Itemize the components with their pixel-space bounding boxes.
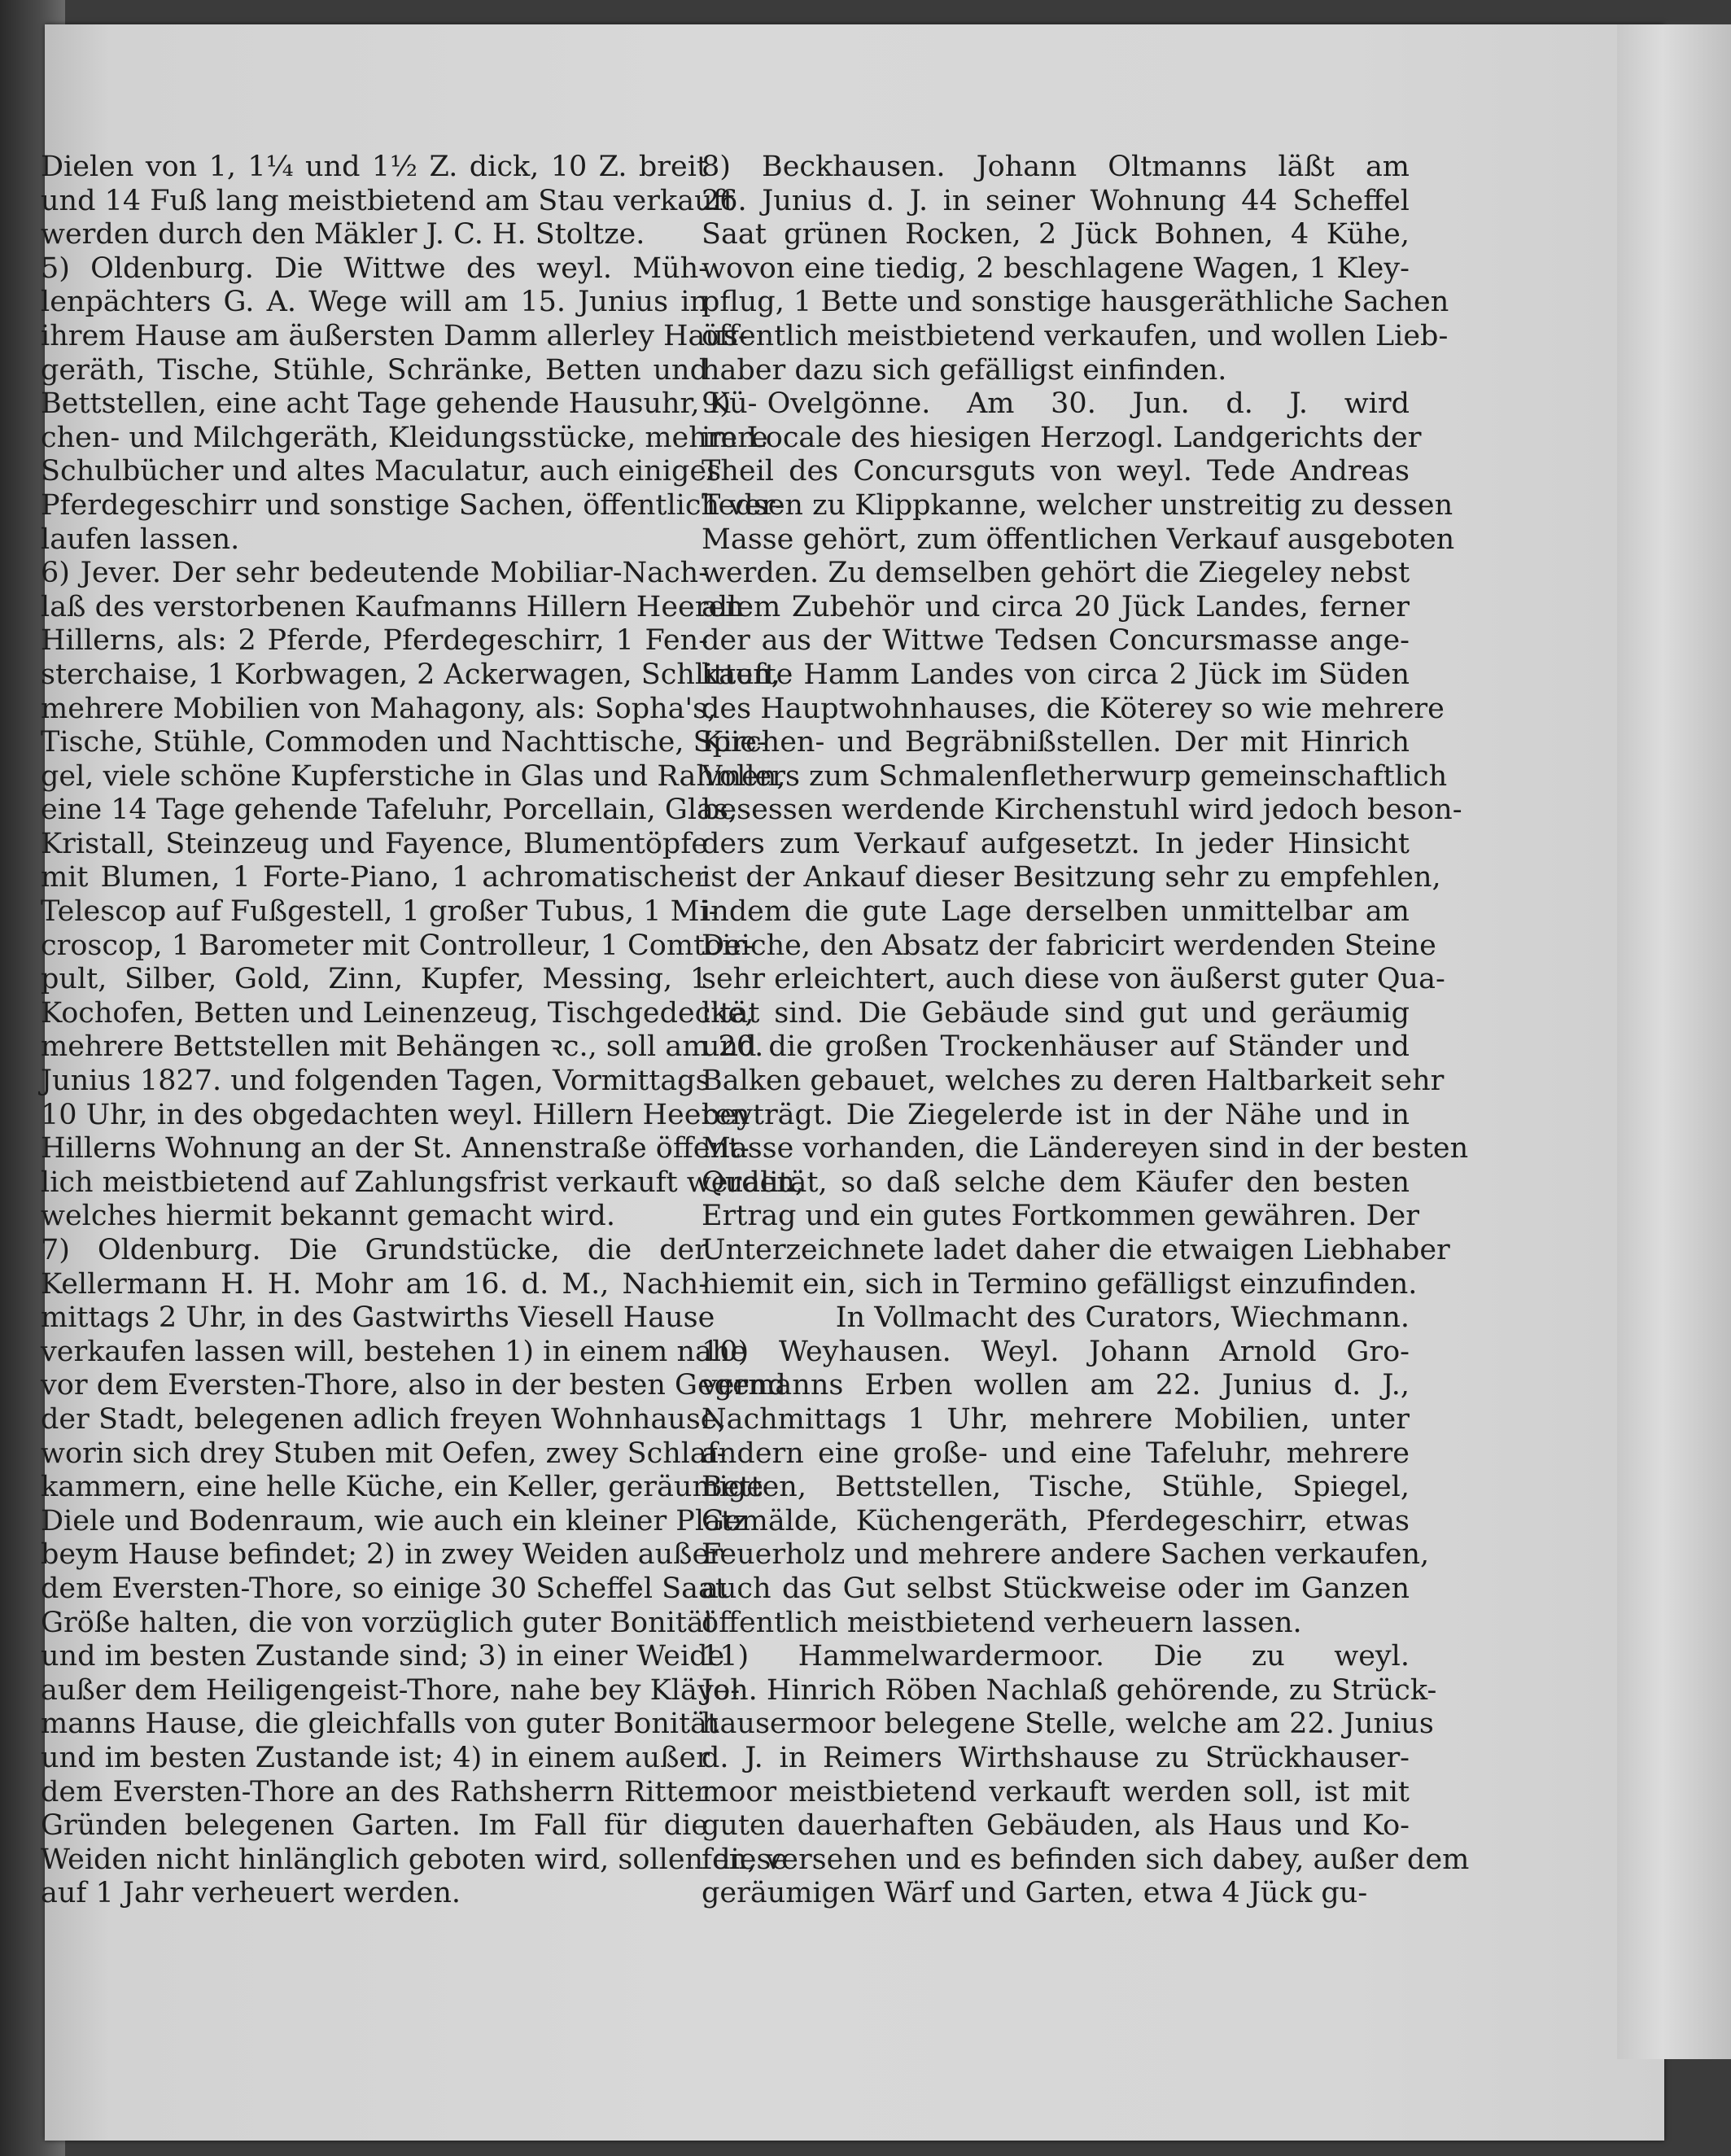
text-line: und 14 Fuß lang meistbietend am Stau verkauft bbox=[41, 184, 735, 217]
text-line: mit Blumen, 1 Forte-Piano, 1 achromatischer bbox=[41, 861, 708, 894]
text-line: andern eine große- und eine Tafeluhr, mehrere bbox=[702, 1437, 1410, 1470]
text-line: auf 1 Jahr verheuert werden. bbox=[41, 1877, 461, 1910]
text-line: croscop, 1 Barometer mit Controlleur, 1 Comtoir- bbox=[41, 929, 754, 962]
text-line: Diele und Bodenraum, wie auch ein kleiner Platz bbox=[41, 1504, 748, 1537]
text-line: chen- und Milchgeräth, Kleidungsstücke, mehrere bbox=[41, 421, 768, 454]
text-line: Dielen von 1, 1¼ und 1½ Z. dick, 10 Z. breit bbox=[41, 151, 708, 183]
text-line: sehr erleichtert, auch diese von äußerst guter Qua- bbox=[702, 963, 1445, 996]
text-line: Pferdegeschirr und sonstige Sachen, öffentlich ver- bbox=[41, 488, 785, 522]
text-line: vermanns Erben wollen am 22. Junius d. J., bbox=[702, 1369, 1410, 1402]
text-line: wovon eine tiedig, 2 beschlagene Wagen, 1 Kley- bbox=[702, 251, 1410, 285]
signature-line: In Vollmacht des Curators, Wiechmann. bbox=[835, 1301, 1410, 1335]
text-line: laß des verstorbenen Kaufmanns Hillern Heeren bbox=[41, 590, 744, 623]
text-line: ders zum Verkauf aufgesetzt. In jeder Hinsicht bbox=[702, 827, 1410, 860]
text-line: Gründen belegenen Garten. Im Fall für die bbox=[41, 1809, 708, 1843]
text-line: hausermoor belegene Stelle, welche am 22. Junius bbox=[702, 1708, 1434, 1741]
text-line: kaufte Hamm Landes von circa 2 Jück im Süden bbox=[702, 658, 1410, 691]
text-line: fen, versehen und es befinden sich dabey, außer dem bbox=[702, 1843, 1470, 1876]
text-line: geräumigen Wärf und Garten, etwa 4 Jück gu- bbox=[702, 1877, 1368, 1910]
text-line: sterchaise, 1 Korbwagen, 2 Ackerwagen, Schlitten, bbox=[41, 658, 780, 691]
text-line: indem die gute Lage derselben unmittelbar am bbox=[702, 895, 1410, 929]
text-line: welches hiermit bekannt gemacht wird. bbox=[41, 1200, 615, 1233]
text-line: werden. Zu demselben gehört die Ziegeley nebst bbox=[702, 557, 1410, 590]
text-line: und im besten Zustande sind; 3) in einer Weide bbox=[41, 1640, 725, 1673]
text-line: guten dauerhaften Gebäuden, als Haus und Ko- bbox=[702, 1809, 1410, 1843]
paragraph bbox=[702, 151, 1449, 387]
text-line: besessen werdende Kirchenstuhl wird jedoch beson- bbox=[702, 794, 1462, 827]
text-line: ist der Ankauf dieser Besitzung sehr zu empfehlen, bbox=[702, 861, 1441, 894]
text-line: 5) Oldenburg. Die Wittwe des weyl. Müh- bbox=[41, 251, 708, 285]
text-line: 6) Jever. Der sehr bedeutende Mobiliar-Nach- bbox=[41, 557, 708, 590]
text-line: Masse vorhanden, die Ländereyen sind in der besten bbox=[702, 1132, 1469, 1165]
text-line: der aus der Wittwe Tedsen Concursmasse ange- bbox=[702, 624, 1410, 658]
text-line: Schulbücher und altes Maculatur, auch einiges bbox=[41, 455, 722, 488]
text-line: lität sind. Die Gebäude sind gut und geräumig bbox=[702, 996, 1410, 1030]
paragraph bbox=[702, 1301, 1410, 1336]
text-line: 10 Uhr, in des obgedachten weyl. Hillern Heeren bbox=[41, 1098, 750, 1131]
paragraph bbox=[41, 151, 735, 252]
text-line: Tische, Stühle, Commoden und Nachttische, Spie- bbox=[41, 726, 767, 759]
text-line: pult, Silber, Gold, Zinn, Kupfer, Messing, 1 bbox=[41, 963, 708, 996]
text-line: des Hauptwohnhauses, die Köterey so wie mehrere bbox=[702, 692, 1445, 725]
text-line: und die großen Trockenhäuser auf Ständer und bbox=[702, 1030, 1410, 1064]
text-line: verkaufen lassen will, bestehen 1) in einem nahe bbox=[41, 1335, 748, 1368]
text-line: beyträgt. Die Ziegelerde ist in der Nähe und in bbox=[702, 1098, 1410, 1131]
paragraph bbox=[41, 557, 804, 1234]
text-line: mehrere Bettstellen mit Behängen ꝛc., soll am 20. bbox=[41, 1030, 764, 1064]
text-line: 8) Beckhausen. Johann Oltmanns läßt am bbox=[702, 151, 1410, 183]
text-line: Nachmittags 1 Uhr, mehrere Mobilien, unter bbox=[702, 1402, 1410, 1436]
text-line: Saat grünen Rocken, 2 Jück Bohnen, 4 Kühe, bbox=[702, 218, 1410, 251]
text-line: lenpächters G. A. Wege will am 15. Junius in bbox=[41, 286, 708, 319]
text-line: im Locale des hiesigen Herzogl. Landgerichts der bbox=[702, 421, 1422, 454]
text-line: öffentlich meistbietend verheuern lassen. bbox=[702, 1606, 1302, 1639]
text-line: 11) Hammelwardermoor. Die zu weyl. bbox=[702, 1640, 1410, 1673]
text-line: eine 14 Tage gehende Tafeluhr, Porcellain, Glas, bbox=[41, 794, 738, 827]
paragraph bbox=[702, 387, 1469, 1301]
text-line: lich meistbietend auf Zahlungsfrist verkauft werden, bbox=[41, 1165, 804, 1199]
text-line: Qualität, so daß selche dem Käufer den besten bbox=[702, 1165, 1410, 1199]
text-line: Größe halten, die von vorzüglich guter Bonität bbox=[41, 1606, 715, 1639]
right-column bbox=[702, 151, 1470, 1911]
text-line: manns Hause, die gleichfalls von guter Bonität bbox=[41, 1708, 719, 1741]
text-line: Betten, Bettstellen, Tische, Stühle, Spiegel, bbox=[702, 1471, 1410, 1504]
paragraph bbox=[702, 1335, 1430, 1640]
text-line: 26. Junius d. J. in seiner Wohnung 44 Scheffel bbox=[702, 184, 1410, 217]
text-line: Theil des Concursguts von weyl. Tede Andreas bbox=[702, 455, 1410, 488]
text-line: öffentlich meistbietend verkaufen, und wollen Lieb- bbox=[702, 319, 1449, 352]
text-line: auch das Gut selbst Stückweise oder im Ganzen bbox=[702, 1572, 1410, 1605]
text-line: mittags 2 Uhr, in des Gastwirths Viesell Hause bbox=[41, 1301, 715, 1335]
text-line: werden durch den Mäkler J. C. H. Stoltze. bbox=[41, 218, 645, 251]
text-line: vor dem Eversten-Thore, also in der besten Gegend bbox=[41, 1369, 786, 1402]
text-line: 9) Ovelgönne. Am 30. Jun. d. J. wird bbox=[702, 387, 1410, 421]
text-line: 7) Oldenburg. Die Grundstücke, die der bbox=[41, 1234, 708, 1266]
text-line: Kirchen- und Begräbnißstellen. Der mit Hinrich bbox=[702, 726, 1410, 759]
text-line: pflug, 1 Bette und sonstige hausgeräthliche Sachen bbox=[702, 286, 1449, 319]
text-line: Telescop auf Fußgestell, 1 großer Tubus, 1 Mi- bbox=[41, 895, 719, 929]
text-line: Bettstellen, eine acht Tage gehende Hausuhr, Kü- bbox=[41, 387, 758, 421]
text-line: Kellermann H. H. Mohr am 16. d. M., Nach- bbox=[41, 1267, 708, 1301]
text-line: Joh. Hinrich Röben Nachlaß gehörende, zu Strück- bbox=[702, 1673, 1437, 1707]
paragraph bbox=[41, 251, 785, 557]
text-line: Tedsen zu Klippkanne, welcher unstreitig zu dessen bbox=[702, 488, 1453, 522]
text-line: laufen lassen. bbox=[41, 523, 240, 556]
text-line: Gemälde, Küchengeräth, Pferdegeschirr, etwas bbox=[702, 1504, 1410, 1537]
text-line: Hillerns, als: 2 Pferde, Pferdegeschirr, 1 Fen- bbox=[41, 624, 708, 658]
text-line: Ertrag und ein gutes Fortkommen gewähren. Der bbox=[702, 1200, 1419, 1233]
text-line: gel, viele schöne Kupferstiche in Glas und Rahmen, bbox=[41, 759, 786, 793]
text-line: Feuerholz und mehrere andere Sachen verkaufen, bbox=[702, 1538, 1430, 1572]
text-line: dem Eversten-Thore, so einige 30 Scheffel Saat bbox=[41, 1572, 727, 1605]
text-line: Vollers zum Schmalenfletherwurp gemeinschaftlich bbox=[702, 759, 1448, 793]
text-line: außer dem Heiligengeist-Thore, nahe bey Kläve- bbox=[41, 1673, 741, 1707]
paragraph bbox=[41, 1234, 789, 1911]
text-line: 10) Weyhausen. Weyl. Johann Arnold Gro- bbox=[702, 1335, 1410, 1368]
text-line: Kochofen, Betten und Leinenzeug, Tischgedecke, bbox=[41, 996, 754, 1030]
text-line: Hillerns Wohnung an der St. Annenstraße öffent- bbox=[41, 1132, 750, 1165]
text-line: der Stadt, belegenen adlich freyen Wohnhause, bbox=[41, 1402, 727, 1436]
text-line: hiemit ein, sich in Termino gefälligst einzufinden. bbox=[702, 1267, 1418, 1301]
text-line: geräth, Tische, Stühle, Schränke, Betten und bbox=[41, 353, 708, 387]
text-line: Unterzeichnete ladet daher die etwaigen Liebhaber bbox=[702, 1234, 1450, 1266]
text-line: und im besten Zustande ist; 4) in einem außer bbox=[41, 1741, 710, 1774]
text-line: moor meistbietend verkauft werden soll, ist mit bbox=[702, 1775, 1410, 1808]
text-line: ihrem Hause am äußersten Damm allerley Haus- bbox=[41, 319, 748, 352]
text-line: Kristall, Steinzeug und Fayence, Blumentöpfe bbox=[41, 827, 708, 860]
text-line: Deiche, den Absatz der fabricirt werdenden Steine bbox=[702, 929, 1436, 962]
text-line: haber dazu sich gefälligst einfinden. bbox=[702, 353, 1227, 387]
text-line: allem Zubehör und circa 20 Jück Landes, ferner bbox=[702, 590, 1410, 623]
text-line: beym Hause befindet; 2) in zwey Weiden außer bbox=[41, 1538, 723, 1572]
text-line: Weiden nicht hinlänglich geboten wird, sollen diese bbox=[41, 1843, 789, 1876]
text-line: Balken gebauet, welches zu deren Haltbarkeit sehr bbox=[702, 1065, 1445, 1098]
text-line: Masse gehört, zum öffentlichen Verkauf ausgeboten bbox=[702, 523, 1455, 556]
left-column bbox=[41, 151, 804, 1911]
text-line: dem Eversten-Thore an des Rathsherrn Ritter bbox=[41, 1775, 708, 1808]
page-edge bbox=[1617, 24, 1731, 2059]
text-line: worin sich drey Stuben mit Oefen, zwey Schlaf- bbox=[41, 1437, 727, 1470]
text-line: Junius 1827. und folgenden Tagen, Vormittags bbox=[41, 1065, 710, 1098]
text-line: mehrere Mobilien von Mahagony, als: Sopha's, bbox=[41, 692, 717, 725]
paragraph bbox=[702, 1640, 1470, 1911]
text-line: kammern, eine helle Küche, ein Keller, geräumige bbox=[41, 1471, 763, 1504]
text-line: d. J. in Reimers Wirthshause zu Strückhauser- bbox=[702, 1741, 1410, 1774]
